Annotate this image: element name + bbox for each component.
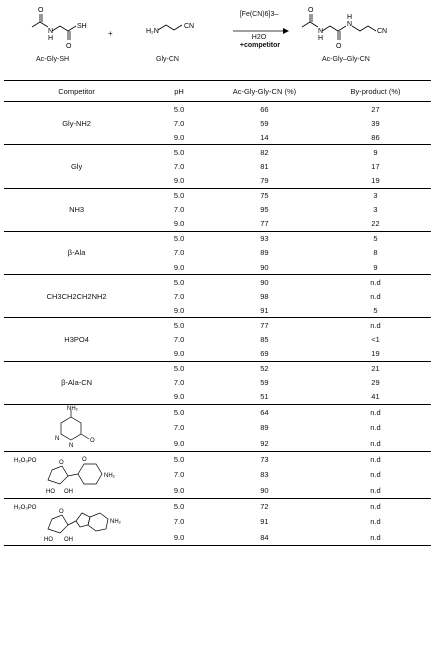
svg-text:N: N <box>68 442 73 449</box>
byproduct-cell: n.d <box>370 502 381 512</box>
byproduct-cell: 8 <box>373 248 378 258</box>
reactant2-label: Gly-CN <box>156 56 179 63</box>
yield-cell: 14 <box>209 130 320 145</box>
results-table <box>4 80 431 546</box>
byproduct-cell: 27 <box>371 104 380 114</box>
svg-text:H: H <box>318 35 324 42</box>
byproduct-cell: n.d <box>370 320 381 330</box>
svg-text:N: N <box>347 21 353 28</box>
byproduct-cell: n.d <box>370 470 381 480</box>
ph-cell: 9.0 <box>149 390 209 405</box>
yield-cell: 59 <box>260 378 269 388</box>
ph-cell: 7.0 <box>173 118 185 128</box>
byproduct-cell: 5 <box>320 303 431 318</box>
ph-cell: 7.0 <box>173 248 185 258</box>
yield-cell: 77 <box>260 320 269 330</box>
byproduct-cell: 3 <box>373 191 378 201</box>
svg-text:OH: OH <box>63 536 73 543</box>
competitor-cell: H3PO4 <box>4 318 149 361</box>
svg-text:H: H <box>347 14 353 21</box>
svg-text:O: O <box>336 43 342 50</box>
arrow-head <box>283 28 289 34</box>
ph-cell: 9.0 <box>149 303 209 318</box>
cytidine-phosphate-structure <box>4 451 149 498</box>
svg-text:O: O <box>38 7 44 14</box>
ph-cell: 5.0 <box>173 191 185 201</box>
plus-sign: + <box>108 29 113 38</box>
adenosine-drawing <box>12 499 142 543</box>
yield-cell: 52 <box>260 364 269 374</box>
svg-text:SH: SH <box>77 23 87 30</box>
cytidine-drawing <box>12 452 142 496</box>
table-row <box>4 102 431 117</box>
yield-cell: 83 <box>260 470 269 480</box>
yield-cell: 64 <box>260 408 269 418</box>
table-body <box>4 102 431 546</box>
svg-text:O: O <box>58 459 64 466</box>
svg-text:HO: HO <box>45 488 55 495</box>
svg-text:N: N <box>54 435 59 442</box>
svg-text:N: N <box>318 28 324 35</box>
svg-text:N: N <box>48 28 54 35</box>
svg-text:NH₂: NH₂ <box>109 518 121 525</box>
ph-cell: 5.0 <box>173 104 185 114</box>
yield-cell: 69 <box>209 347 320 362</box>
yield-cell: 82 <box>260 147 269 157</box>
ph-cell: 5.0 <box>173 408 185 418</box>
yield-cell: 90 <box>209 260 320 275</box>
yield-cell: 73 <box>260 455 269 465</box>
byproduct-cell: n.d <box>370 423 381 433</box>
byproduct-cell: n.d <box>320 530 431 546</box>
svg-text:H₂N: H₂N <box>146 28 159 35</box>
ph-cell: 7.0 <box>173 291 185 301</box>
yield-cell: 90 <box>209 483 320 499</box>
ph-cell: 9.0 <box>149 130 209 145</box>
ph-cell: 7.0 <box>173 205 185 215</box>
svg-text:HO: HO <box>43 536 53 543</box>
competitor-cell: NH3 <box>4 188 149 231</box>
yield-cell: 91 <box>209 303 320 318</box>
table-row <box>4 361 431 376</box>
yield-cell: 77 <box>209 217 320 232</box>
yield-cell: 91 <box>260 517 269 527</box>
ph-cell: 9.0 <box>149 436 209 452</box>
svg-text:OH: OH <box>63 488 73 495</box>
byproduct-cell: n.d <box>320 483 431 499</box>
ph-cell: 9.0 <box>149 173 209 188</box>
byproduct-cell: n.d <box>370 517 381 527</box>
ph-cell: 7.0 <box>173 470 185 480</box>
svg-text:H: H <box>48 35 54 42</box>
header-ph: pH <box>149 81 209 102</box>
byproduct-cell: 3 <box>373 205 378 215</box>
yield-cell: 89 <box>260 423 269 433</box>
yield-cell: 90 <box>260 277 269 287</box>
byproduct-cell: 29 <box>371 378 380 388</box>
ph-cell: 5.0 <box>173 455 185 465</box>
byproduct-cell: 17 <box>371 161 380 171</box>
competitor-cell: CH3CH2CH2NH2 <box>4 275 149 318</box>
reactant1-label: Ac-Gly-SH <box>36 56 70 63</box>
byproduct-cell: 9 <box>320 260 431 275</box>
ph-cell: 5.0 <box>173 364 185 374</box>
competitor-cell: β-Ala-CN <box>4 361 149 404</box>
byproduct-cell: n.d <box>370 408 381 418</box>
ph-cell: 7.0 <box>173 161 185 171</box>
adenosine-phosphate-structure <box>4 498 149 545</box>
svg-text:O: O <box>58 508 64 515</box>
yield-cell: 98 <box>260 291 269 301</box>
ph-cell: 7.0 <box>173 517 185 527</box>
competitor-cell: β-Ala <box>4 231 149 274</box>
byproduct-cell: 86 <box>320 130 431 145</box>
svg-text:H₂O₃PO: H₂O₃PO <box>13 504 37 511</box>
table-row <box>4 188 431 203</box>
ph-cell: 5.0 <box>173 502 185 512</box>
byproduct-cell: 41 <box>320 390 431 405</box>
table-row <box>4 451 431 467</box>
yield-cell: 85 <box>260 335 269 345</box>
yield-cell: 81 <box>260 161 269 171</box>
yield-cell: 84 <box>209 530 320 546</box>
yield-cell: 93 <box>260 234 269 244</box>
yield-cell: 75 <box>260 191 269 201</box>
svg-text:O: O <box>89 437 95 444</box>
svg-text:CN: CN <box>184 23 195 30</box>
yield-cell: 66 <box>260 104 269 114</box>
header-byproduct: By-product (%) <box>320 81 431 102</box>
table-row <box>4 404 431 420</box>
yield-cell: 92 <box>209 436 320 452</box>
yield-cell: 89 <box>260 248 269 258</box>
solvent-label: H2O <box>251 34 267 41</box>
yield-cell: 79 <box>209 173 320 188</box>
header-competitor: Competitor <box>4 81 149 102</box>
competitor-cell: Gly-NH2 <box>4 102 149 145</box>
byproduct-cell: 39 <box>371 118 380 128</box>
ph-cell: 7.0 <box>173 378 185 388</box>
svg-text:O: O <box>308 7 314 14</box>
byproduct-cell: <1 <box>371 335 380 345</box>
byproduct-cell: 5 <box>373 234 378 244</box>
ph-cell: 9.0 <box>149 347 209 362</box>
table-row <box>4 145 431 160</box>
header-row <box>4 81 431 102</box>
additive-label: +competitor <box>239 42 281 49</box>
byproduct-cell: 21 <box>371 364 380 374</box>
reagent-label: [Fe(CN)6]3– <box>239 11 279 18</box>
competitor-cell: Gly <box>4 145 149 188</box>
reaction-scheme <box>0 0 434 74</box>
ph-cell: 9.0 <box>149 217 209 232</box>
svg-text:NH₂: NH₂ <box>103 472 115 479</box>
svg-text:CN: CN <box>377 28 388 35</box>
byproduct-cell: n.d <box>320 436 431 452</box>
ph-cell: 5.0 <box>173 277 185 287</box>
table-row <box>4 498 431 514</box>
table-row <box>4 275 431 290</box>
ph-cell: 5.0 <box>173 320 185 330</box>
cytosine-drawing <box>47 405 107 449</box>
ph-cell: 7.0 <box>173 423 185 433</box>
byproduct-cell: n.d <box>370 291 381 301</box>
svg-text:H₂O₃PO: H₂O₃PO <box>13 457 37 464</box>
yield-cell: 72 <box>260 502 269 512</box>
ph-cell: 5.0 <box>173 234 185 244</box>
table-row <box>4 231 431 246</box>
product-label: Ac-Gly–Gly-CN <box>322 56 370 63</box>
byproduct-cell: 9 <box>373 147 378 157</box>
ph-cell: 7.0 <box>173 335 185 345</box>
byproduct-cell: n.d <box>370 277 381 287</box>
byproduct-cell: 19 <box>320 173 431 188</box>
byproduct-cell: 22 <box>320 217 431 232</box>
byproduct-cell: 19 <box>320 347 431 362</box>
yield-cell: 59 <box>260 118 269 128</box>
cytosine-structure <box>4 404 149 451</box>
svg-text:O: O <box>81 456 87 463</box>
ph-cell: 9.0 <box>149 483 209 499</box>
header-yield: Ac-Gly-Gly-CN (%) <box>209 81 320 102</box>
yield-cell: 51 <box>209 390 320 405</box>
svg-text:O: O <box>66 43 72 50</box>
table-row <box>4 318 431 333</box>
ph-cell: 9.0 <box>149 530 209 546</box>
ph-cell: 5.0 <box>173 147 185 157</box>
yield-cell: 95 <box>260 205 269 215</box>
ph-cell: 9.0 <box>149 260 209 275</box>
byproduct-cell: n.d <box>370 455 381 465</box>
svg-text:NH₂: NH₂ <box>66 405 78 412</box>
